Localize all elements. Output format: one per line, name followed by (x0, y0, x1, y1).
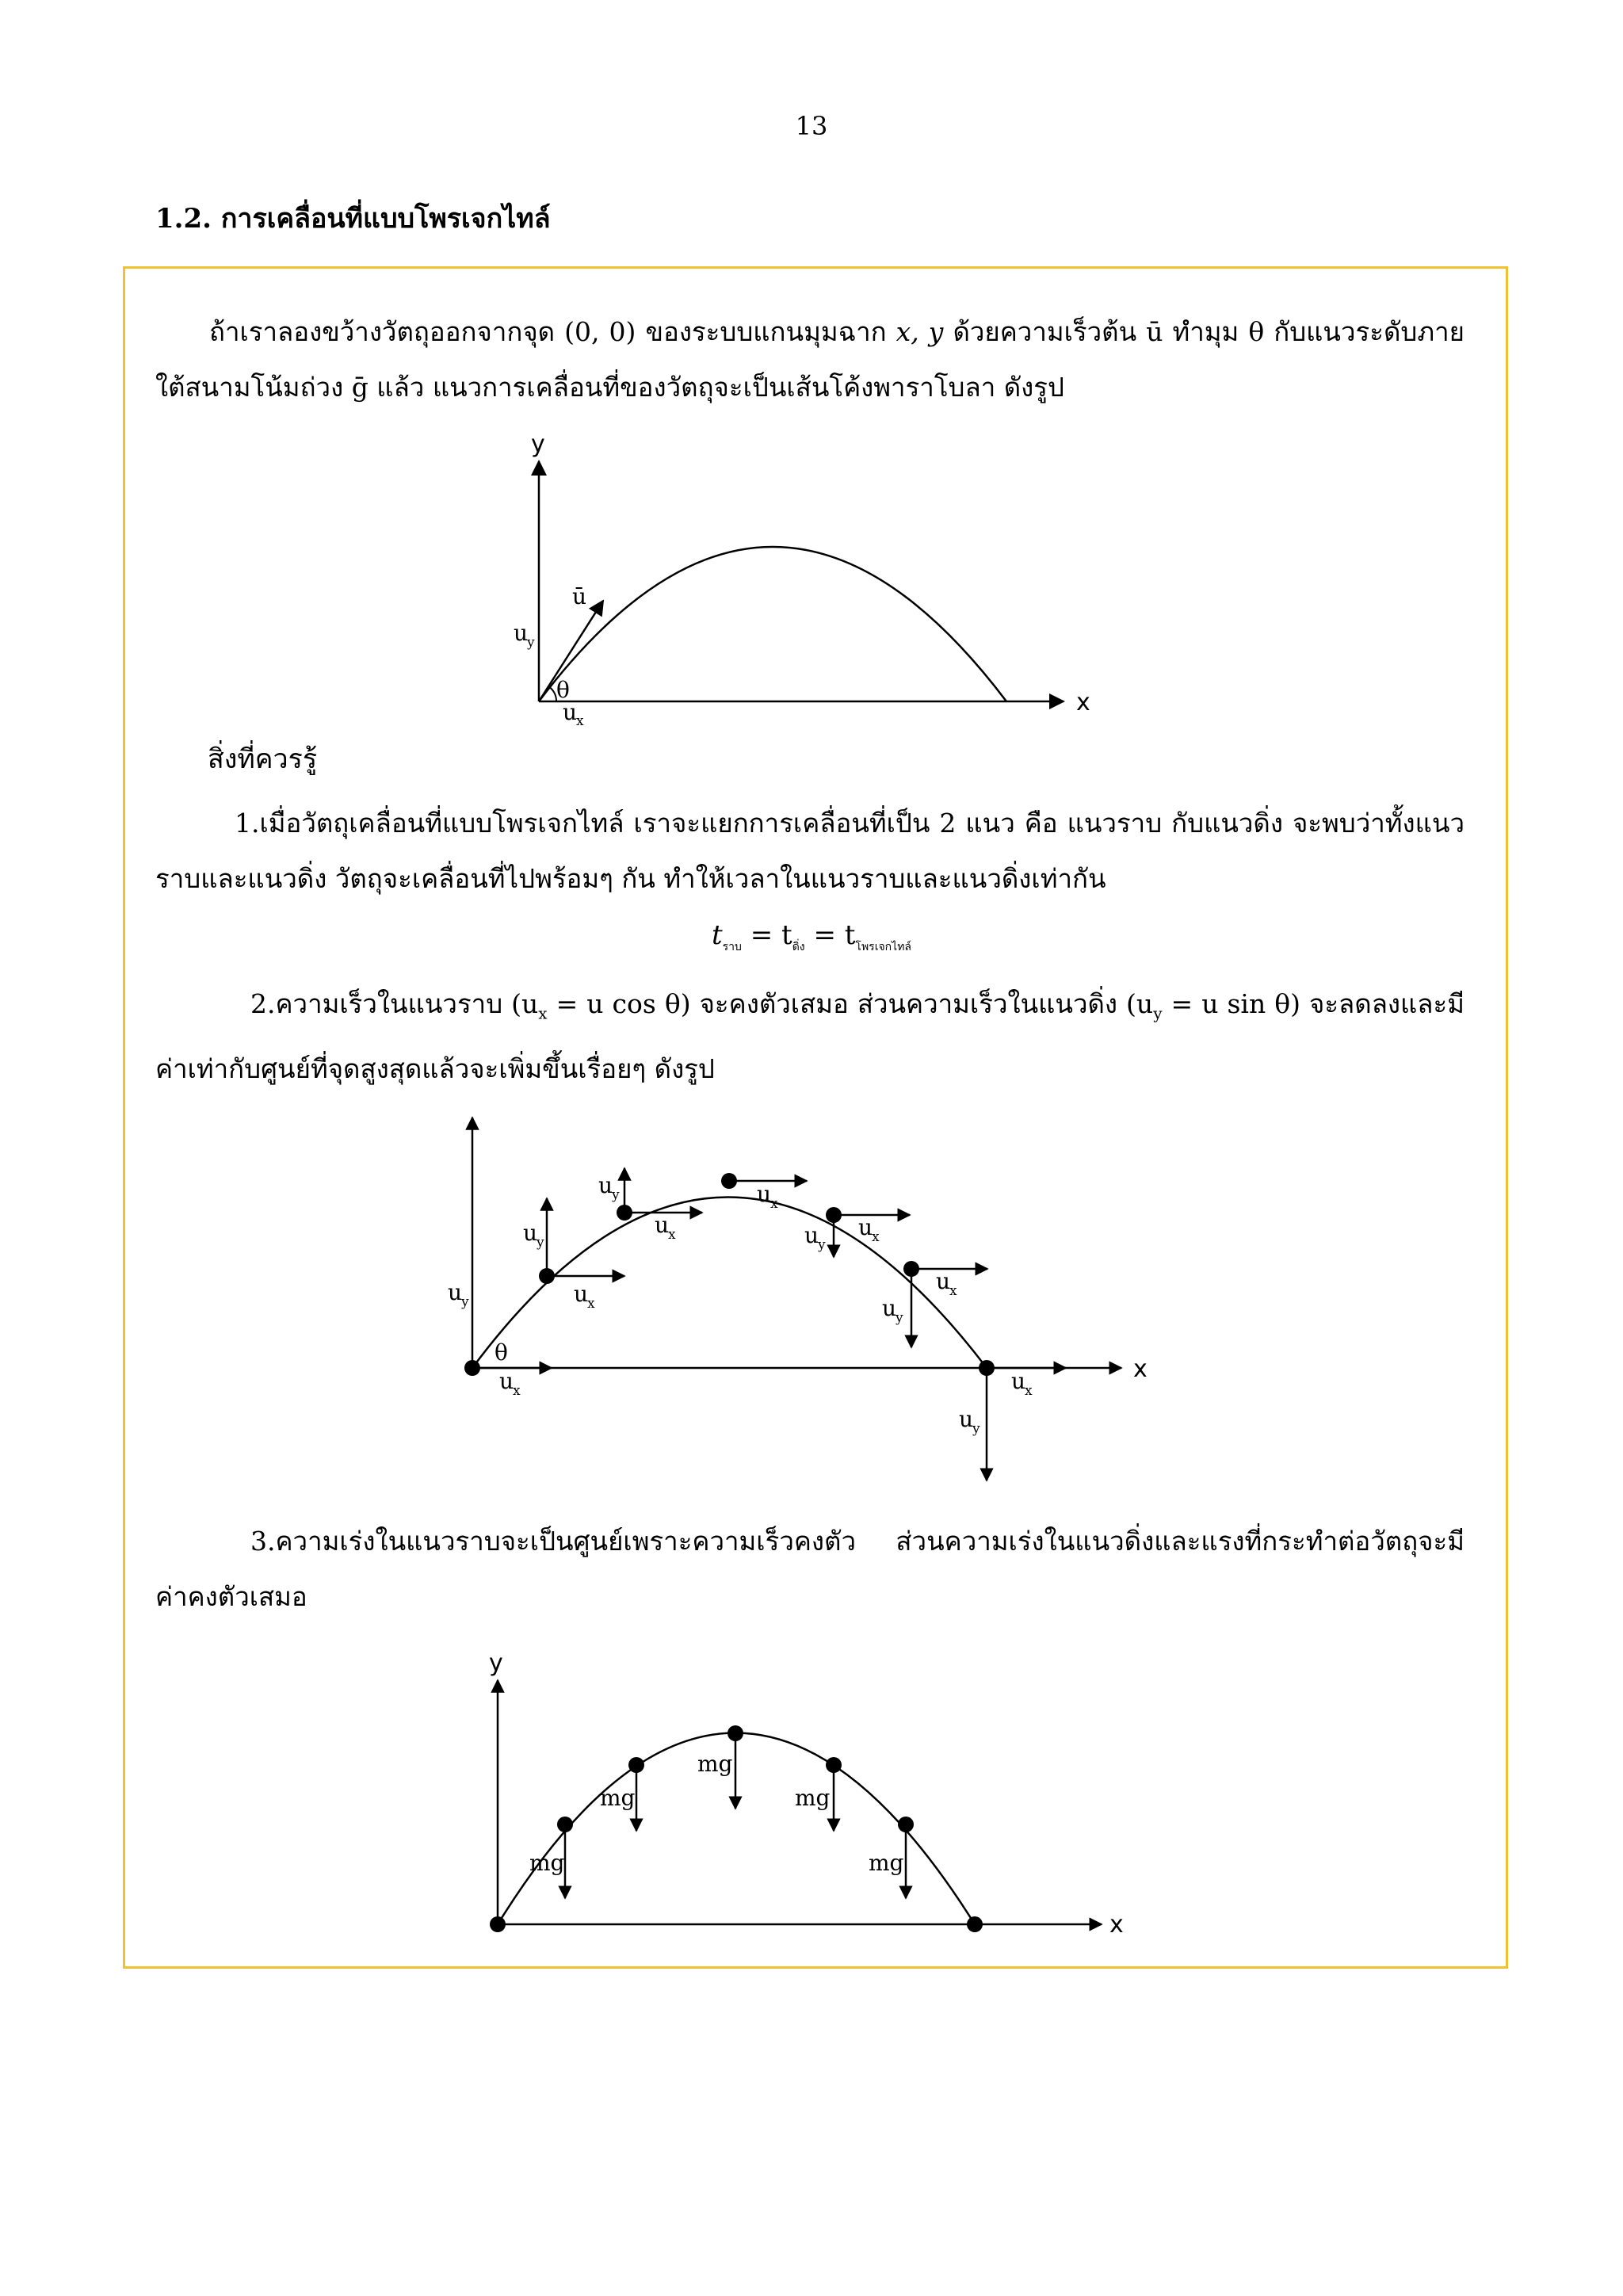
intro-paragraph (155, 304, 1465, 415)
uy-sub-2: y (537, 1235, 544, 1251)
uy-label: u (514, 620, 529, 646)
ux-label: u (563, 699, 578, 725)
position-dot-3 (617, 1205, 632, 1221)
point-2-text (155, 976, 1465, 1097)
y-axis-label: y (531, 430, 545, 458)
section-title: 1.2. การเคลื่อนที่แบบโพรเจกไทล์ (155, 203, 551, 235)
point-2-part-c: = u sin θ) จะลดลงและมีค่าเท่ากับศูนย์ที่จุดสูงสุดแล้วจะเพิ่มขึ้นเรื่อยๆ ดังรูป (155, 988, 1465, 1084)
ux-label-6: u (936, 1268, 951, 1294)
ux-sub-7: x (1025, 1383, 1033, 1399)
uy-label-2: u (523, 1220, 538, 1246)
uy-sub-6: y (896, 1310, 903, 1326)
ux-label-2: u (574, 1281, 589, 1307)
ux-subscript: x (576, 713, 584, 729)
uy-sub: y (1153, 1003, 1163, 1023)
ux-label-1: u (499, 1368, 514, 1394)
uy-sub-5: y (818, 1237, 826, 1253)
position-dot-3 (628, 1757, 644, 1773)
intro-text-3: ด้วยความเร็วต้น (943, 316, 1147, 347)
position-dot-2 (557, 1817, 573, 1832)
x-axis-label: x (1076, 689, 1090, 716)
y-axis-label: y (489, 1649, 503, 1677)
x-axis-label: x (1133, 1355, 1148, 1383)
uy-label-3: u (598, 1172, 613, 1198)
position-dot-7 (979, 1360, 995, 1376)
intro-text-4: ทำมุม (1163, 316, 1249, 347)
position-dot-5 (826, 1207, 842, 1223)
position-dot-1 (464, 1360, 480, 1376)
point-3-text: 3.ความเร่งในแนวราบจะเป็นศูนย์เพราะความเร็วคงตัว ส่วนความเร่งในแนวดิ่งและแรงที่กระทำต่อวัตถุจะมีค่าคงตัวเสมอ (155, 1526, 1465, 1612)
theta-symbol: θ (1248, 316, 1265, 347)
eq-sub-projectile: โพรเจกไทล์ (855, 940, 912, 953)
uy-label-6: u (882, 1295, 897, 1321)
ux-label-3: u (655, 1212, 670, 1238)
intro-text-2: ของระบบแกนมุมฉาก (636, 316, 896, 347)
uy-sub-7: y (972, 1421, 980, 1437)
mg-label-5: mg (869, 1850, 904, 1876)
uy-sub-3: y (612, 1187, 620, 1203)
theta-label: θ (495, 1339, 508, 1366)
eq-t3: = t (804, 919, 856, 951)
x-axis-label: x (1109, 1911, 1124, 1939)
position-dot-6 (903, 1261, 919, 1277)
velocity-vector-u: ū (1146, 316, 1163, 347)
u-vector-label: ū (572, 583, 587, 609)
axes-xy: x, y (896, 316, 944, 347)
intro-text-5: กับแนวระดับภายใต้สนามโน้มถ่วง (155, 316, 1465, 403)
eq-t1: t (711, 919, 723, 951)
intro-text-1: ถ้าเราลองขว้างวัตถุออกจากจุด (209, 316, 565, 347)
figure-3-forces (0, 1641, 1623, 1942)
ux-label-4: u (757, 1181, 772, 1207)
point-2-part-b: = u cos θ) จะคงตัวเสมอ ส่วนความเร็วในแนวดิ่ง (u (547, 988, 1154, 1019)
ux-sub-1: x (513, 1383, 521, 1399)
things-to-know-heading: สิ่งที่ควรรู้ (208, 743, 318, 775)
position-dot-1 (490, 1916, 506, 1932)
mg-label-3: mg (697, 1751, 733, 1777)
page-number: 13 (795, 111, 828, 141)
eq-t2: = t (741, 919, 792, 951)
intro-text-6: แล้ว แนวการเคลื่อนที่ของวัตถุจะเป็นเส้นโค้งพาราโบลา ดังรูป (368, 372, 1064, 403)
mg-label-1: mg (529, 1850, 565, 1876)
figure-2-velocity-components (0, 1102, 1623, 1498)
position-dot-7 (967, 1916, 983, 1932)
mg-label-2: mg (600, 1785, 636, 1811)
theta-label: θ (556, 677, 570, 703)
ux-sub-4: x (770, 1196, 778, 1212)
ux-sub-6: x (949, 1283, 957, 1299)
gravity-vector-g: ḡ (351, 372, 369, 403)
point-1-text: 1.เมื่อวัตถุเคลื่อนที่แบบโพรเจกไทล์ เราจะแยกการเคลื่อนที่เป็น 2 แนว คือ แนวราบ กับแนวดิ่ง จะพบว่าทั้งแนวราบและแนวดิ่ง วัตถุจะเคลื่อนที่ไปพร้อมๆ กัน ทำให้เวลาในแนวราบและแนวดิ่งเท่ากัน (155, 808, 1465, 894)
ux-sub-5: x (872, 1229, 880, 1245)
eq-sub-horizontal: ราบ (722, 940, 742, 953)
position-dot-5 (826, 1757, 842, 1773)
ux-sub-2: x (587, 1296, 595, 1312)
time-equation (0, 919, 1623, 956)
ux-sub-3: x (668, 1227, 676, 1243)
uy-subscript: y (527, 635, 535, 651)
uy-label-7: u (959, 1406, 974, 1432)
uy-label-1: u (448, 1279, 463, 1305)
origin-point: (0, 0) (564, 316, 636, 347)
point-2-part-a: 2.ความเร็วในแนวราบ (u (250, 988, 539, 1019)
parabola-curve (539, 547, 1006, 701)
ux-sub: x (538, 1003, 548, 1023)
ux-label-5: u (858, 1214, 873, 1240)
uy-label-5: u (804, 1222, 819, 1248)
mg-label-4: mg (795, 1785, 831, 1811)
eq-sub-vertical: ดิ่ง (792, 940, 805, 953)
uy-sub-1: y (461, 1294, 469, 1310)
position-dot-2 (539, 1268, 555, 1284)
position-dot-4 (721, 1173, 737, 1189)
ux-label-7: u (1011, 1368, 1026, 1394)
figure-1-trajectory (0, 428, 1623, 729)
position-dot-4 (727, 1725, 743, 1741)
position-dot-6 (898, 1817, 914, 1832)
